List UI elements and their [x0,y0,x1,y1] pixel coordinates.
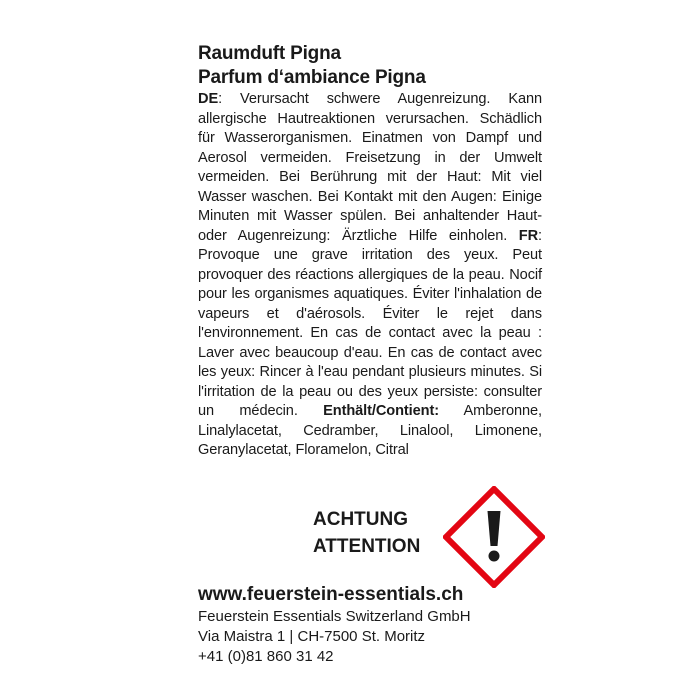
company-name: Feuerstein Essentials Switzerland GmbH [198,608,471,625]
lang-label-de: DE [198,91,219,107]
company-address: Via Maistra 1 | CH-7500 St. Moritz [198,628,426,645]
signal-word-de: ACHTUNG [313,509,408,530]
signal-word-fr: ATTENTION [313,536,421,557]
company-phone: +41 (0)81 860 31 42 [198,648,334,665]
product-label [198,42,542,461]
safety-text-de: : Verursacht schwere Augenreizung. Kann allergische Hautreaktionen verursachen. Schädlich für Wasserorganismen. Einatmen von Dampf und Aerosol vermeiden. Freisetzung in der Umwelt vermeiden. Bei Berührung mit der Haut: Mit viel Wasser waschen. Bei Kontakt mit den Augen: Einige Minuten mit Wasser spülen. Bei anhaltender Haut- oder Augenreizung: Ärztliche Hilfe einholen. [198,91,542,244]
safety-text-fr: : Provoque une grave irritation des yeux. Peut provoquer des réactions allergiques de la peau. Nocif pour les organismes aquatiques. Éviter l'inhalation de vapeurs et d'aérosols. Éviter le rejet dans l'environnement. En cas de contact avec la peau : Laver avec beaucoup d'eau. En cas de contact avec les yeux: Rincer à l'eau pendant plusieurs minutes. Si l'irritation de la peau ou des yeux persiste: consulter un médecin. [198,227,542,419]
ghs07-exclamation-mark-icon [443,486,545,588]
company-info [198,583,558,667]
company-website[interactable]: www.feuerstein-essentials.ch [198,584,464,605]
lang-label-fr: FR [518,227,539,244]
ingredients-list: Amberonne, Linalylacetat, Cedramber, Linalool, Limonene, Geranylacetat, Floramelon, Citral [198,403,543,458]
exclamation-dot [489,551,500,562]
product-title-fr: Parfum d‘ambiance Pigna [198,67,426,88]
signal-words [313,506,420,560]
contains-label: Enthält/Contient: [323,403,439,419]
safety-text [198,90,542,461]
product-title-de: Raumduft Pigna [198,43,341,64]
